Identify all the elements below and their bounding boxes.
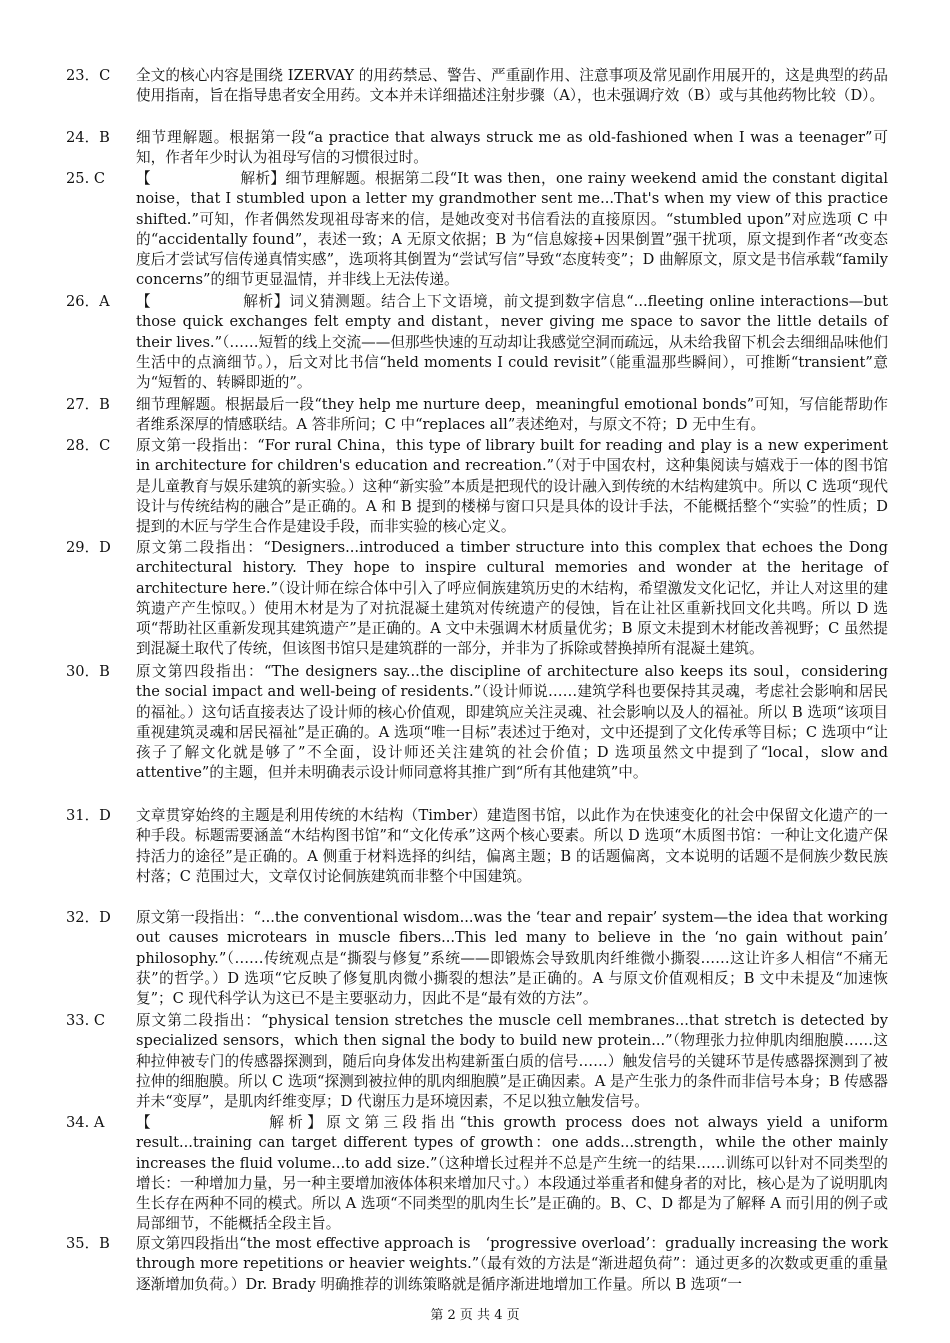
answer-28: [66, 436, 888, 537]
answer-explanation: 原文第四段指出“the most effective approach is ‘progressive overload’：gradually increasing the work through more repetitions or heavier weights.”（最有效的方法是“渐进超负荷”：通过更多的次数或更重的重量逐渐增加负荷。）Dr. Brady 明确推荐的训练策略就是循序渐进地增加工作量。所以 B 选项“一: [136, 1235, 888, 1293]
answer-explanation: 原文第二段指出：“Designers...introduced a timber structure into this complex that echoes the Dong architectural history. They hope to inspire cultural memories and wonder at the heritage of architecture here.”（设计师在综合体中引入了呼应侗族建筑历史的木结构，希望激发文化记忆，并让人对这里的建筑遗产产生惊叹。）使用木材是为了对抗混凝土建筑对传统遗产的侵蚀，旨在让社区重新找回文化共鸣。所以 D 选项“帮助社区重新发现其建筑遗产”是正确的。A 文中未强调木材质量优劣；B 原文未提到木材能改善视野；C 虽然提到混凝土取代了传统，但该图书馆只是建筑群的一部分，并非为了拆除或替换掉所有混凝土建筑。: [136, 539, 888, 658]
answer-30: [66, 662, 888, 784]
answer-25: [66, 169, 888, 291]
answer-number: 31．D: [66, 807, 111, 824]
answer-23: [66, 66, 888, 107]
answer-number: 24．B: [66, 129, 110, 146]
answer-number: 32．D: [66, 909, 111, 926]
answer-explanation: 全文的核心内容是围绕 IZERVAY 的用药禁忌、警告、严重副作用、注意事项及常见副作用展开的，这是典型的药品使用指南，旨在指导患者安全用药。文本并未详细描述注射步骤（A），也未强调疗效（B）或与其他药物比较（D）。: [136, 67, 888, 105]
answer-34: [66, 1113, 888, 1235]
page-footer: 第 2 页 共 4 页: [430, 1308, 520, 1323]
answer-explanation: 原文第四段指出：“The designers say...the discipline of architecture also keeps its soul，considering the social impact and well-being of residents.”（设计师说……建筑学科也要保持其灵魂，考虑社会影响和居民的福祉。）这句话直接表达了设计师的核心价值观，即建筑应关注灵魂、社会影响以及人的福祉。所以 B 选项“该项目重视建筑灵魂和居民福祉”是正确的。A 选项“唯一目标”表述过于绝对，文中还提到了文化传承等目标；C 选项中“让孩子了解文化就是够了”不全面，设计师还关注建筑的社会价值；D 选项虽然文中提到了“local，slow and attentive”的主题，但并未明确表示设计师同意将其推广到“所有其他建筑”中。: [136, 663, 888, 782]
answer-explanation: 细节理解题。根据第一段“a practice that always struck me as old-fashioned when I was a teenager”可知，作者年少时认为祖母写信的习惯很过时。: [136, 129, 888, 167]
answer-explanation: 细节理解题。根据最后一段“they help me nurture deep，meaningful emotional bonds”可知，写信能帮助作者维系深厚的情感联结。A 答非所问；C 中“replaces all”表述绝对，与原文不符；D 无中生有。: [136, 396, 888, 434]
answer-32: [66, 908, 888, 1009]
answer-explanation: 【 解析】原文第三段指出“this growth process does not always yield a uniform result...training can target different types of growth：one adds...strength，while the other mainly increases the fluid volume...to add size.”（这种增长过程并不总是产生统一的结果……训练可以针对不同类型的增长：一种增加力量，另一种主要增加液体体积来增加尺寸。）本段通过举重者和健身者的对比，核心是为了说明肌肉生长存在两种不同的模式。所以 A 选项“不同类型的肌肉生长”是正确的。B、C、D 都是为了解释 A 而引用的例子或局部细节，不能概括全段主旨。: [136, 1114, 888, 1233]
answer-number: 28．C: [66, 437, 111, 454]
answer-number: 27．B: [66, 396, 110, 413]
answer-explanation: 原文第一段指出：“...the conventional wisdom...was the ‘tear and repair’ system—the idea that working out causes microtears in muscle fibers...This led many to believe in the ‘no gain without pain’ philosophy.”（……传统观点是“撕裂与修复”系统——即锻炼会导致肌肉纤维微小撕裂……这让许多人相信“不痛无获”的哲学。）D 选项“它反映了修复肌肉微小撕裂的想法”是正确的。A 与原文价值观相反；B 文中未提及“加速恢复”；C 现代科学认为这已不是主要驱动力，因此不是“最有效的方法”。: [136, 909, 888, 1008]
answer-33: [66, 1011, 888, 1112]
answer-number: 23．C: [66, 67, 111, 84]
answer-number: 26．A: [66, 293, 110, 310]
answer-29: [66, 538, 888, 660]
answer-number: 35．B: [66, 1235, 110, 1252]
answer-explanation: 原文第二段指出：“physical tension stretches the muscle cell membranes...that stretch is detected by specialized sensors，which then signal the body to build new protein...”（物理张力拉伸肌肉细胞膜……这种拉伸被专门的传感器探测到，随后向身体发出构建新蛋白质的信号……）触发信号的关键环节是传感器探测到了被拉伸的细胞膜。所以 C 选项“探测到被拉伸的肌肉细胞膜”是正确因素。A 是产生张力的条件而非信号本身；B 传感器并未“变厚”，是肌肉纤维变厚；D 代谢压力是环境因素，不足以独立触发信号。: [136, 1012, 888, 1111]
answer-number: 34. A: [66, 1114, 105, 1131]
answer-explanation: 【 解析】词义猜测题。结合上下文语境，前文提到数字信息“...fleeting online interactions—but those quick exchanges felt empty and distant，never giving me space to savor the little details of their lives.”（……短暂的线上交流——但那些快速的互动却让我感觉空洞而疏远，从未给我留下机会去细细品味他们生活中的点滴细节。），后文对比书信“held moments I could revisit”（能重温那些瞬间），可推断“transient”意为“短暂的、转瞬即逝的”。: [136, 293, 889, 392]
answer-24: [66, 128, 888, 169]
answer-number: 33. C: [66, 1012, 106, 1029]
answer-number: 29．D: [66, 539, 111, 556]
answer-number: 30．B: [66, 663, 110, 680]
answer-explanation: 文章贯穿始终的主题是利用传统的木结构（Timber）建造图书馆，以此作为在快速变化的社会中保留文化遗产的一种手段。标题需要涵盖“木结构图书馆”和“文化传承”这两个核心要素。所以 D 选项“木质图书馆：一种让文化遗产保持活力的途径”是正确的。A 侧重于材料选择的纠结，偏离主题；B 的话题偏离，文本说明的话题不是侗族少数民族村落；C 范围过大，文章仅讨论侗族建筑而非整个中国建筑。: [136, 807, 888, 885]
answer-number: 25. C: [66, 170, 106, 187]
answer-explanation: 原文第一段指出：“For rural China，this type of library built for reading and play is a new experiment in architecture for children's education and recreation.”（对于中国农村，这种集阅读与嬉戏于一体的图书馆是儿童教育与娱乐建筑的新实验。）这种“新实验”本质是把现代的设计融入到传统的木结构建筑中。所以 C 选项“现代设计与传统结构的融合”是正确的。A 和 B 提到的楼梯与窗口只是具体的设计手法，不能概括整个“实验”的性质；D 提到的木匠与学生合作是建设手段，而非实验的核心定义。: [136, 437, 888, 536]
answer-explanation: 【 解析】细节理解题。根据第二段“It was then，one rainy weekend amid the constant digital noise，that I stumbled upon a letter my grandmother sent me...That's when my view of this practice shifted.”可知，作者偶然发现祖母寄来的信，是她改变对书信看法的直接原因。“stumbled upon”对应选项 C 中的“accidentally found”，表述一致；A 无原文依据；B 为“信息嫁接+因果倒置”强干扰项，原文提到作者“改变态度后才尝试写信传递真情实感”，选项将其倒置为“尝试写信”导致“态度转变”；D 曲解原文，原文是书信承载“family concerns”的细节更显温情，并非线上无法传递。: [136, 170, 888, 289]
answer-35: [66, 1234, 888, 1295]
answer-31: [66, 806, 888, 887]
answer-27: [66, 395, 888, 436]
answer-26: [66, 292, 888, 393]
